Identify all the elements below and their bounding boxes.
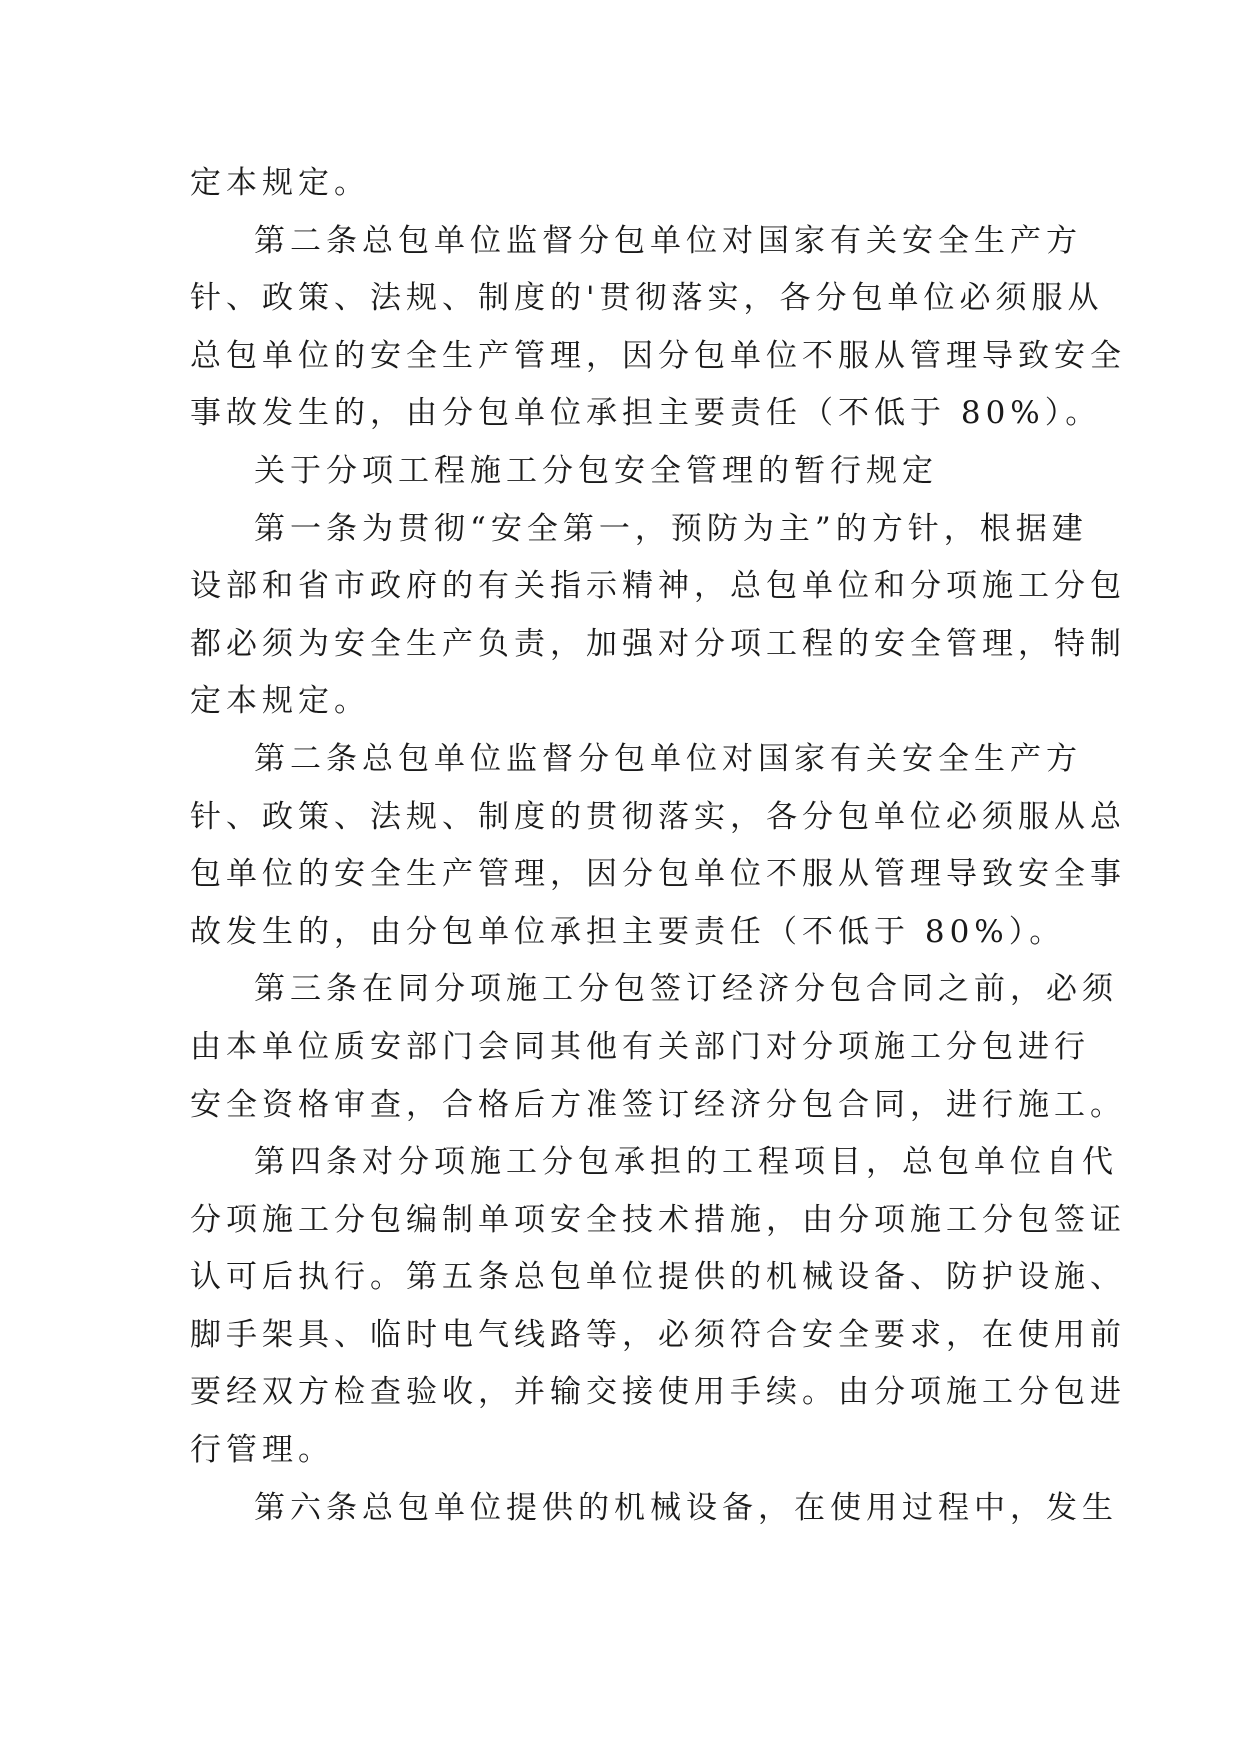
text-line: 第二条总包单位监督分包单位对国家有关安全生产方 <box>254 222 1082 259</box>
text-line: 都必须为安全生产负责，加强对分项工程的安全管理，特制 <box>190 625 1126 662</box>
text-line: 脚手架具、临时电气线路等，必须符合安全要求，在使用前 <box>190 1316 1126 1353</box>
text-line: 包单位的安全生产管理，因分包单位不服从管理导致安全事 <box>190 856 1126 893</box>
text-line: 针、政策、法规、制度的贯彻落实，各分包单位必须服从总 <box>190 798 1126 835</box>
text-line: 第三条在同分项施工分包签订经济分包合同之前，必须 <box>254 971 1118 1008</box>
text-line: 安全资格审查，合格后方准签订经济分包合同，进行施工。 <box>190 1086 1126 1123</box>
text-line: 定本规定。 <box>190 683 370 720</box>
text-line: 总包单位的安全生产管理，因分包单位不服从管理导致安全 <box>190 337 1126 374</box>
text-line: 分项施工分包编制单项安全技术措施，由分项施工分包签证 <box>190 1201 1126 1238</box>
text-line: 第二条总包单位监督分包单位对国家有关安全生产方 <box>254 740 1082 777</box>
text-line: 事故发生的，由分包单位承担主要责任（不低于 80%）。 <box>190 395 1102 432</box>
text-line: 行管理。 <box>190 1432 334 1469</box>
text-line: 针、政策、法规、制度的'贯彻落实，各分包单位必须服从 <box>190 280 1104 317</box>
text-line: 第六条总包单位提供的机械设备，在使用过程中，发生 <box>254 1489 1118 1526</box>
text-line: 第一条为贯彻“安全第一，预防为主”的方针，根据建 <box>254 510 1088 547</box>
document-body <box>190 155 1126 1537</box>
text-line: 定本规定。 <box>190 165 370 201</box>
text-line: 关于分项工程施工分包安全管理的暂行规定 <box>254 452 938 489</box>
text-line: 故发生的，由分包单位承担主要责任（不低于 80%）。 <box>190 913 1066 950</box>
text-line: 由本单位质安部门会同其他有关部门对分项施工分包进行 <box>190 1028 1090 1065</box>
text-line: 第四条对分项施工分包承担的工程项目，总包单位自代 <box>254 1144 1118 1181</box>
text-line: 认可后执行。第五条总包单位提供的机械设备、防护设施、 <box>190 1259 1126 1296</box>
text-line: 设部和省市政府的有关指示精神，总包单位和分项施工分包 <box>190 568 1126 605</box>
text-line: 要经双方检查验收，并输交接使用手续。由分项施工分包进 <box>190 1374 1126 1411</box>
